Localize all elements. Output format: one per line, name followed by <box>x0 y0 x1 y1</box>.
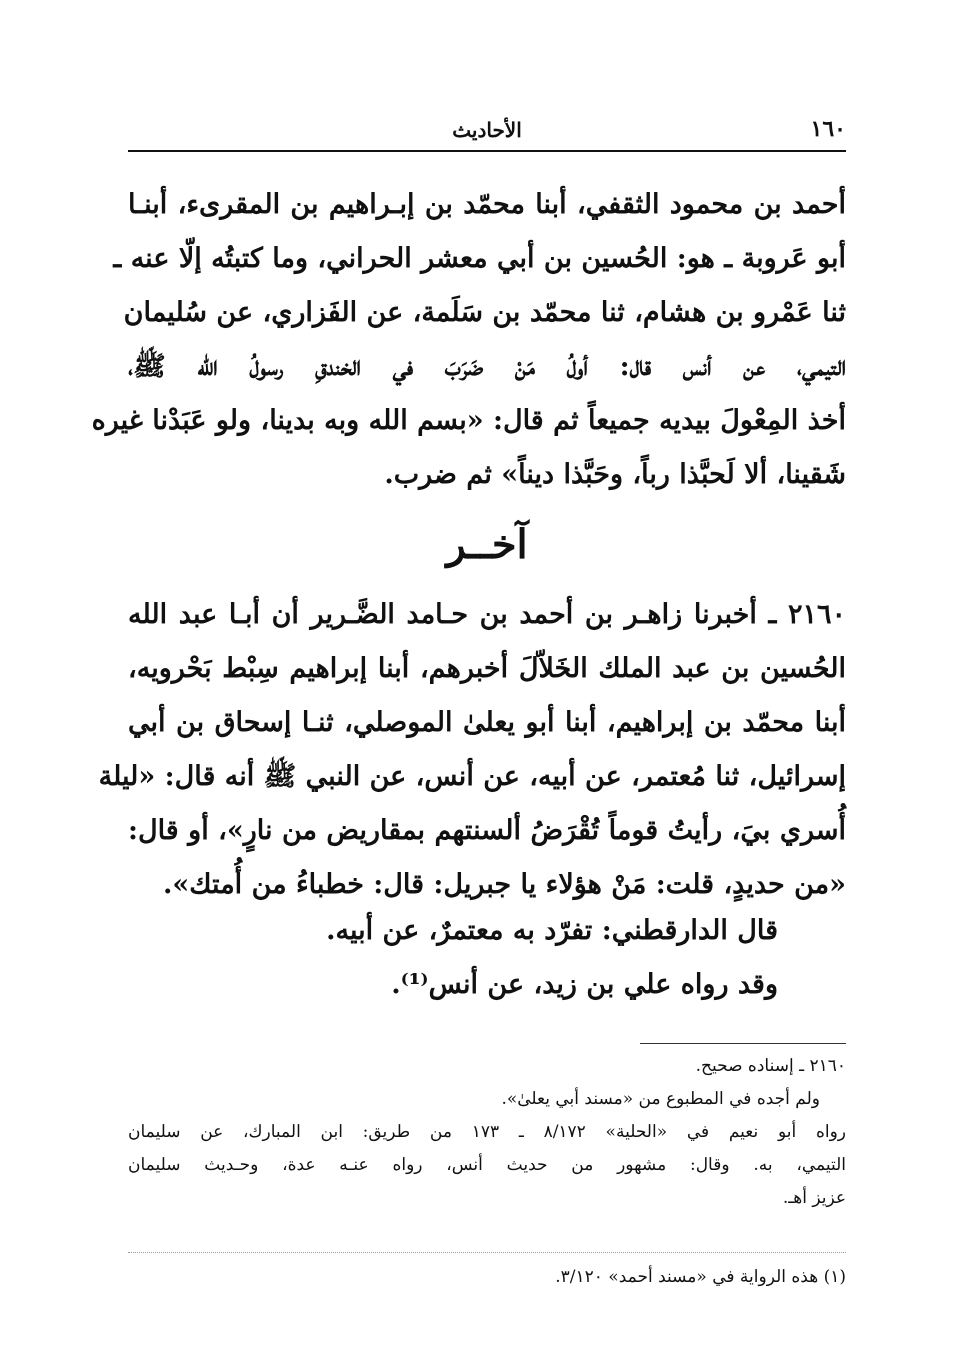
text-line: ثنا عَمْرو بن هشام، ثنا محمّد بن سَلَمة، عن الفَزاري، عن سُليمان <box>123 297 846 328</box>
text-line: قال الدارقطني: تفرّد به معتمرٌ، عن أبيه. <box>326 915 778 946</box>
footnote-line: التيمي، به. وقال: مشهور من حديث أنس، رواه عنـه عدة، وحـديث سليمان <box>128 1155 846 1175</box>
text-line: أخذ المِعْولَ بيديه جميعاً ثم قال: «بسم الله وبه بدينا، ولو عَبَدْنا غيره <box>91 405 846 436</box>
footnote-reference: (١) هذه الرواية في «مسند أحمد» ٣/١٢٠. <box>555 1267 846 1287</box>
footnote-line: ٢١٦٠ ـ إسناده صحيح. <box>695 1056 846 1076</box>
text-line: شَقينا، ألا لَحبَّذا رباً، وحَبَّذا ديناً» ثم ضرب. <box>384 459 846 490</box>
text-line: الحُسين بن عبد الملك الخَلاّلَ أخبرهم، أبنا إبراهيم سِبْط بَحْرويه، <box>128 653 846 684</box>
page-number: ١٦٠ <box>810 116 846 142</box>
footnotes <box>128 1050 846 1215</box>
text-line: ٢١٦٠ ـ أخبرنا زاهـر بن أحمد بن حـامد الضَّـرير أن أبـا عبد الله <box>128 599 846 630</box>
text-line: أبنا محمّد بن إبراهيم، أبنا أبو يعلىٰ الموصلي، ثنـا إسحاق بن أبي <box>128 707 846 738</box>
text-line: أحمد بن محمود الثقفي، أبنا محمّد بن إبـراهيم بن المقرىء، أبنـا <box>128 189 846 220</box>
running-header <box>128 112 846 146</box>
text-line: أُسري بيَ، رأيتُ قوماً تُقْرَضُ ألسنتهم بمقاريض من نارٍ»، أو قال: <box>128 815 846 846</box>
paragraph-commentary <box>128 904 778 1012</box>
text-line: أبو عَروبة ـ هو: الحُسين بن أبي معشر الحراني، وما كتبتُه إلّا عنه ـ <box>113 243 846 274</box>
section-heading: آخــر <box>446 521 528 568</box>
main-text <box>91 178 846 912</box>
footnote-separator-2 <box>128 1252 846 1253</box>
text-line: إسرائيل، ثنا مُعتمر، عن أبيه، عن أنس، عن النبي ﷺ أنه قال: «ليلة <box>98 761 846 792</box>
paragraph-hadith-2160 <box>98 588 846 912</box>
footnote-line: عزيز أهـ. <box>782 1188 846 1208</box>
header-title: الأحاديث <box>452 118 522 142</box>
footnote-line: ولم أجده في المطبوع من «مسند أبي يعلىٰ». <box>501 1089 820 1109</box>
text-line: وقد رواه علي بن زيد، عن أنس⁽¹⁾. <box>391 969 778 1000</box>
text-line: «من حديدٍ، قلت: مَنْ هؤلاء يا جبريل: قال: خطباءُ من أُمتك». <box>163 869 846 900</box>
footnote-line: رواه أبو نعيم في «الحلية» ٨/١٧٢ ـ ١٧٣ من طريق: ابن المبارك، عن سليمان <box>128 1122 846 1142</box>
footnote-separator <box>640 1043 846 1044</box>
header-rule <box>128 150 846 152</box>
paragraph-hadith-continued <box>91 178 846 502</box>
text-line: التيمي، عن أنس قال: أولُ مَنْ ضَرَبَ في الخندقِ رسولُ الله ﷺ، <box>128 351 846 382</box>
